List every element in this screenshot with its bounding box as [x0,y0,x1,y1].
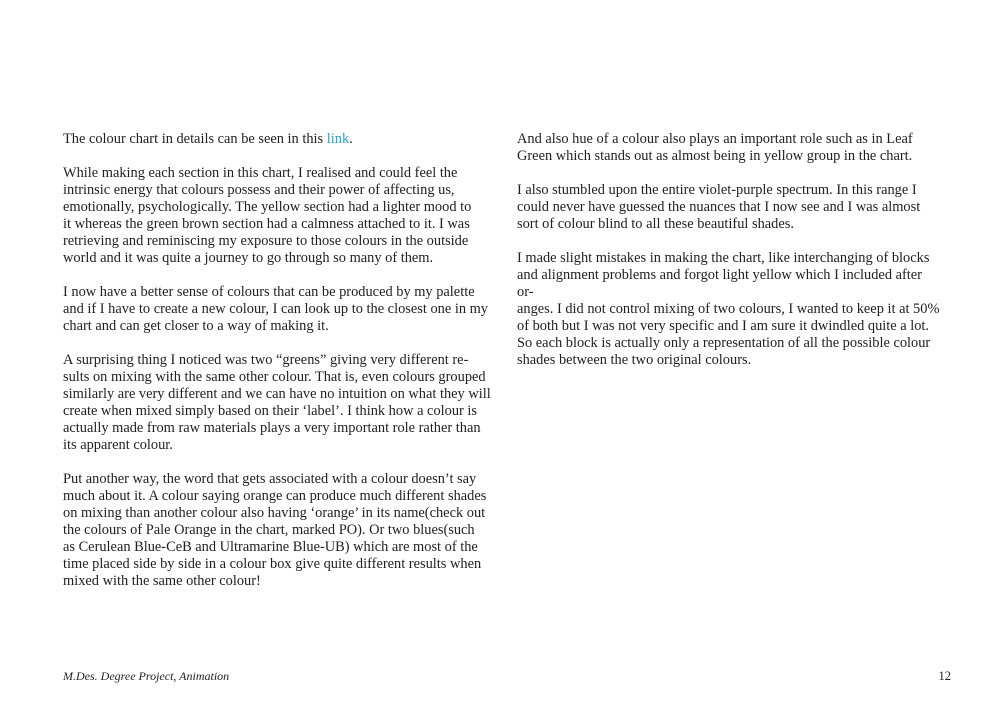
footer-project-title: M.Des. Degree Project, Animation [63,669,230,683]
paragraph-intro [63,131,491,148]
colour-chart-link[interactable]: link [326,131,350,147]
paragraph-violet: I also stumbled upon the entire violet-purple spectrum. In this range I could never have guessed the nuances that I now see and I was almost sort of colour blind to all these beautiful shades. [517,182,921,232]
right-column [517,131,942,386]
paragraph-hue: And also hue of a colour also plays an important role such as in Leaf Green which stands out as almost being in yellow group in the chart. [517,131,913,164]
paragraph-greens: A surprising thing I noticed was two “greens” giving very different re- sults on mixing with the same other colour. That is, even colours grouped similarly are very different and we can have no intuition on what they will create when mixed simply based on their ‘label’. I think how a colour is actually made from raw materials plays a very important role rather than its apparent colour. [63,352,491,453]
intro-text: The colour chart in details can be seen in this [63,131,327,147]
page-number: 12 [938,669,951,683]
paragraph-energy: While making each section in this chart, I realised and could feel the intrinsic energy that colours possess and their power of affecting us, emotionally, psychologically. The yellow section had a lighter mood to it whereas the green brown section had a calmness attached to it. I was retrieving and reminiscing my exposure to those colours in the outside world and it was quite a journey to go through so many of them. [63,165,472,266]
left-column [63,131,491,607]
paragraph-labels: Put another way, the word that gets associated with a colour doesn’t say much about it. A colour saying orange can produce much different shades on mixing than another colour also having ‘orange’ in its name(check out the colours of Pale Orange in the chart, marked PO). Or two blues(such as Cerulean Blue-CeB and Ultramarine Blue-UB) which are most of the time placed side by side in a colour box give quite different results when mixed with the same other colour! [63,471,487,589]
intro-period: . [349,131,353,147]
paragraph-mistakes: I made slight mistakes in making the chart, like interchanging of blocks and alignment problems and forgot light yellow which I included after or- anges. I did not control mixing of two colours, I wanted to keep it at 50% of both but I was not very specific and I am sure it dwindled quite a lot. So each block is actually only a representation of all the possible colour shades between the two original colours. [517,250,940,368]
paragraph-palette: I now have a better sense of colours that can be produced by my palette and if I have to create a new colour, I can look up to the closest one in my chart and can get closer to a way of making it. [63,284,489,334]
